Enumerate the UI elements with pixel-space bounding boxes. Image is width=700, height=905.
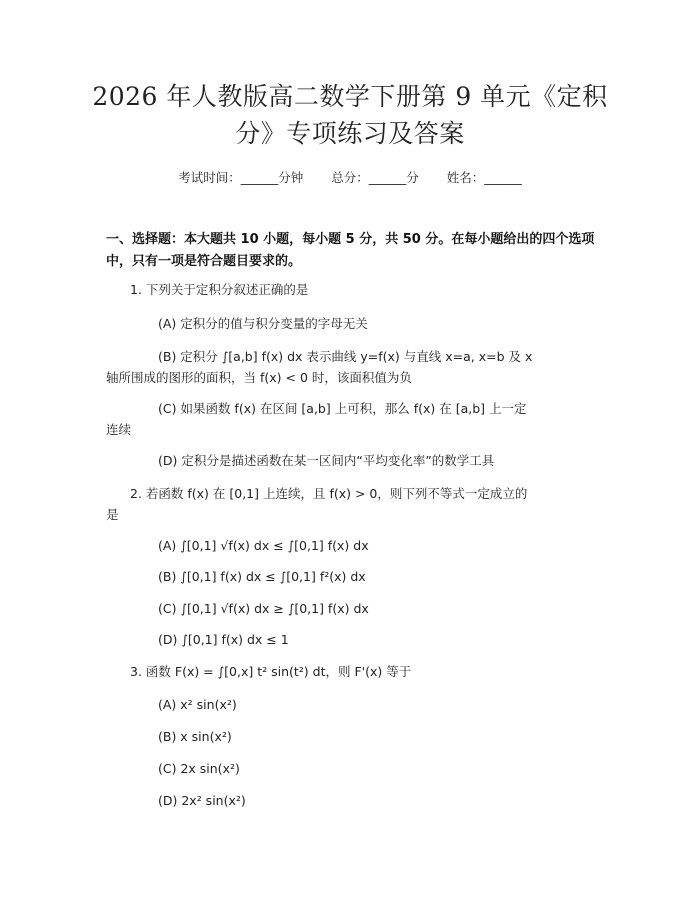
question-2-option-d: (D) ∫[0,1] f(x) dx ≤ 1 <box>158 632 289 647</box>
question-2-stem-line1: 2. 若函数 f(x) 在 [0,1] 上连续，且 f(x) > 0，则下列不等式一定成立的 <box>130 486 528 501</box>
question-2-option-b: (B) ∫[0,1] f(x) dx ≤ ∫[0,1] f²(x) dx <box>158 569 366 584</box>
question-2-option-a: (A) ∫[0,1] √f(x) dx ≤ ∫[0,1] f(x) dx <box>158 538 369 553</box>
question-1-option-a: (A) 定积分的值与积分变量的字母无关 <box>158 316 368 331</box>
section-heading: 一、选择题：本大题共 10 小题，每小题 5 分，共 50 分。在每小题给出的四个选项中，只有一项是符合题目要求的。 <box>106 232 595 269</box>
question-3-option-b: (B) x sin(x²) <box>158 729 232 744</box>
question-3-stem: 3. 函数 F(x) = ∫[0,x] t² sin(t²) dt，则 F'(x) 等于 <box>130 664 412 679</box>
exam-info-bar <box>0 168 700 186</box>
question-1-option-c-line2: 连续 <box>106 422 132 437</box>
exam-time-field: 考试时间：______分钟 <box>178 170 304 185</box>
title-line-1: 2026 年人教版高二数学下册第 9 单元《定积 <box>92 82 608 111</box>
student-name-field: 姓名：______ <box>446 170 522 185</box>
page-title <box>70 78 630 152</box>
question-1-option-b-line2: 轴所围成的图形的面积，当 f(x) < 0 时，该面积值为负 <box>106 370 412 385</box>
question-3-option-c: (C) 2x sin(x²) <box>158 761 240 776</box>
question-3-option-d: (D) 2x² sin(x²) <box>158 793 246 808</box>
title-line-2: 分》专项练习及答案 <box>235 119 465 148</box>
question-1-option-b-line1: (B) 定积分 ∫[a,b] f(x) dx 表示曲线 y=f(x) 与直线 x=a, x=b 及 x <box>158 349 533 364</box>
question-2-option-c: (C) ∫[0,1] √f(x) dx ≥ ∫[0,1] f(x) dx <box>158 601 369 616</box>
question-1-option-d: (D) 定积分是描述函数在某一区间内“平均变化率”的数学工具 <box>158 453 495 468</box>
question-1-stem: 1. 下列关于定积分叙述正确的是 <box>130 282 309 297</box>
question-3-option-a: (A) x² sin(x²) <box>158 697 237 712</box>
question-1-option-c-line1: (C) 如果函数 f(x) 在区间 [a,b] 上可积，那么 f(x) 在 [a,b] 上一定 <box>158 401 527 416</box>
question-2-stem-line2: 是 <box>106 507 119 522</box>
exam-score-field: 总分：______分 <box>331 170 419 185</box>
